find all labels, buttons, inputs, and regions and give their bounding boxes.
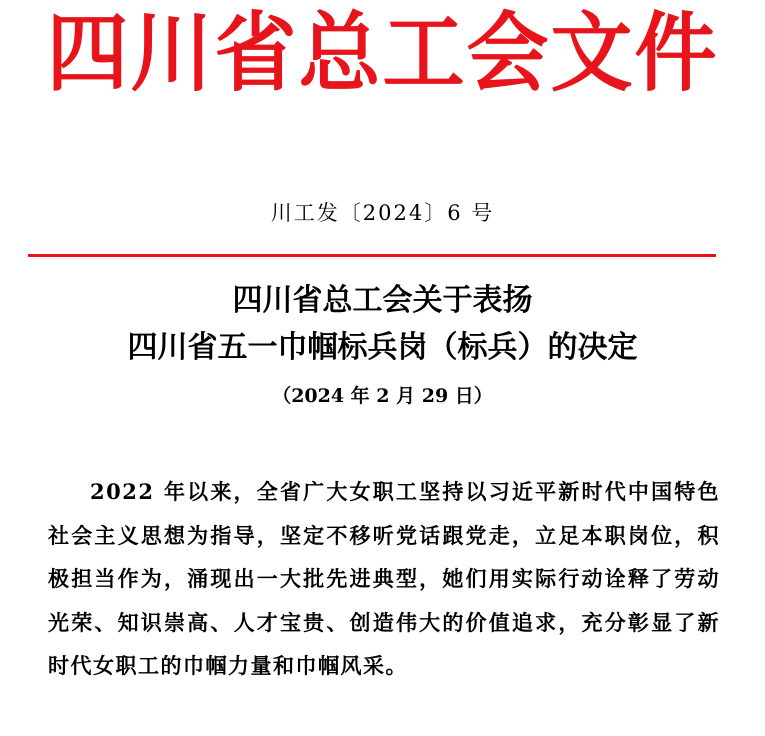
masthead-title: 四川省总工会文件 [46, 3, 719, 104]
red-divider [28, 254, 716, 257]
document-date: （2024 年 2 月 29 日） [272, 385, 493, 407]
document-title-line-2: 四川省五一巾帼标兵岗（标兵）的决定 [127, 330, 638, 365]
document-number: 川工发〔2024〕6 号 [270, 201, 495, 225]
body-paragraph: 2022 年以来，全省广大女职工坚持以习近平新时代中国特色社会主义思想为指导，坚定不移听党话跟党走，立足本职岗位，积极担当作为，涌现出一大批先进典型，她们用实际行动诠释了劳动光荣、知识崇高、人才宝贵、创造伟大的价值追求，充分彰显了新时代女职工的巾帼力量和巾帼风采。 [48, 479, 720, 678]
document-title-line-1: 四川省总工会关于表扬 [232, 283, 533, 318]
